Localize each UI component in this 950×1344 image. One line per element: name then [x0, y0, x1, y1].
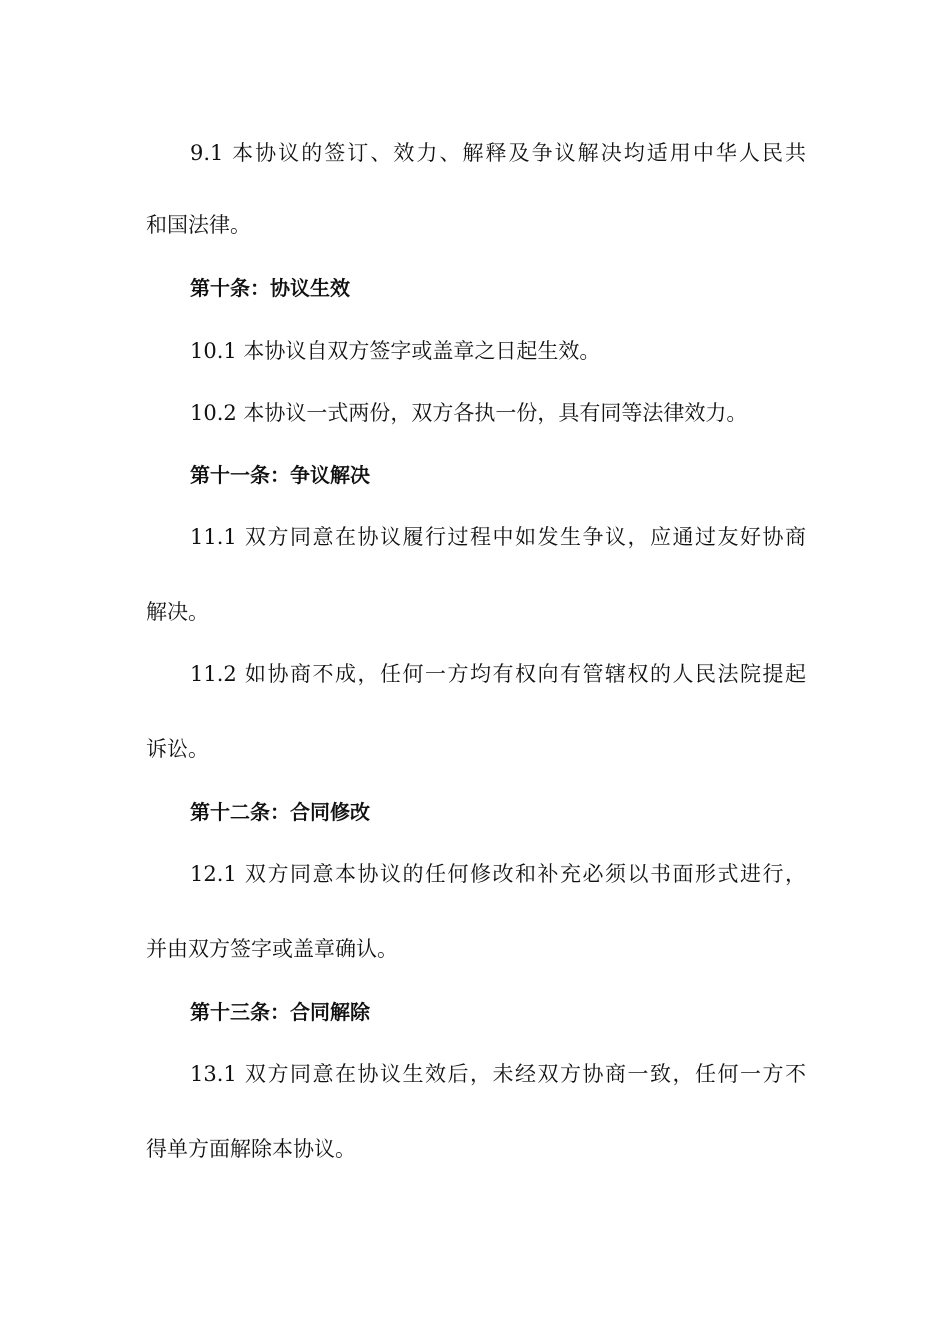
clause-11-1-line-2: 解决。 [146, 600, 209, 624]
clause-11-2-line-1: 11.2 如协商不成，任何一方均有权向有管辖权的人民法院提起 [190, 662, 806, 686]
heading-article-13: 第十三条：合同解除 [190, 1000, 370, 1024]
clause-13-1-line-1: 13.1 双方同意在协议生效后，未经双方协商一致，任何一方不 [190, 1062, 806, 1086]
clause-12-1-line-2: 并由双方签字或盖章确认。 [146, 937, 398, 961]
heading-article-10: 第十条：协议生效 [190, 276, 350, 300]
clause-9-1-line-2: 和国法律。 [146, 213, 251, 237]
clause-9-1-line-1: 9.1 本协议的签订、效力、解释及争议解决均适用中华人民共 [190, 141, 806, 165]
clause-12-1-line-1: 12.1 双方同意本协议的任何修改和补充必须以书面形式进行， [190, 862, 806, 886]
clause-13-1-line-2: 得单方面解除本协议。 [146, 1137, 356, 1161]
heading-article-12: 第十二条：合同修改 [190, 800, 370, 824]
heading-article-11: 第十一条：争议解决 [190, 463, 370, 487]
clause-10-1: 10.1 本协议自双方签字或盖章之日起生效。 [190, 339, 601, 363]
clause-11-2-line-2: 诉讼。 [146, 737, 209, 761]
clause-10-2: 10.2 本协议一式两份，双方各执一份，具有同等法律效力。 [190, 401, 748, 425]
clause-11-1-line-1: 11.1 双方同意在协议履行过程中如发生争议，应通过友好协商 [190, 525, 806, 549]
